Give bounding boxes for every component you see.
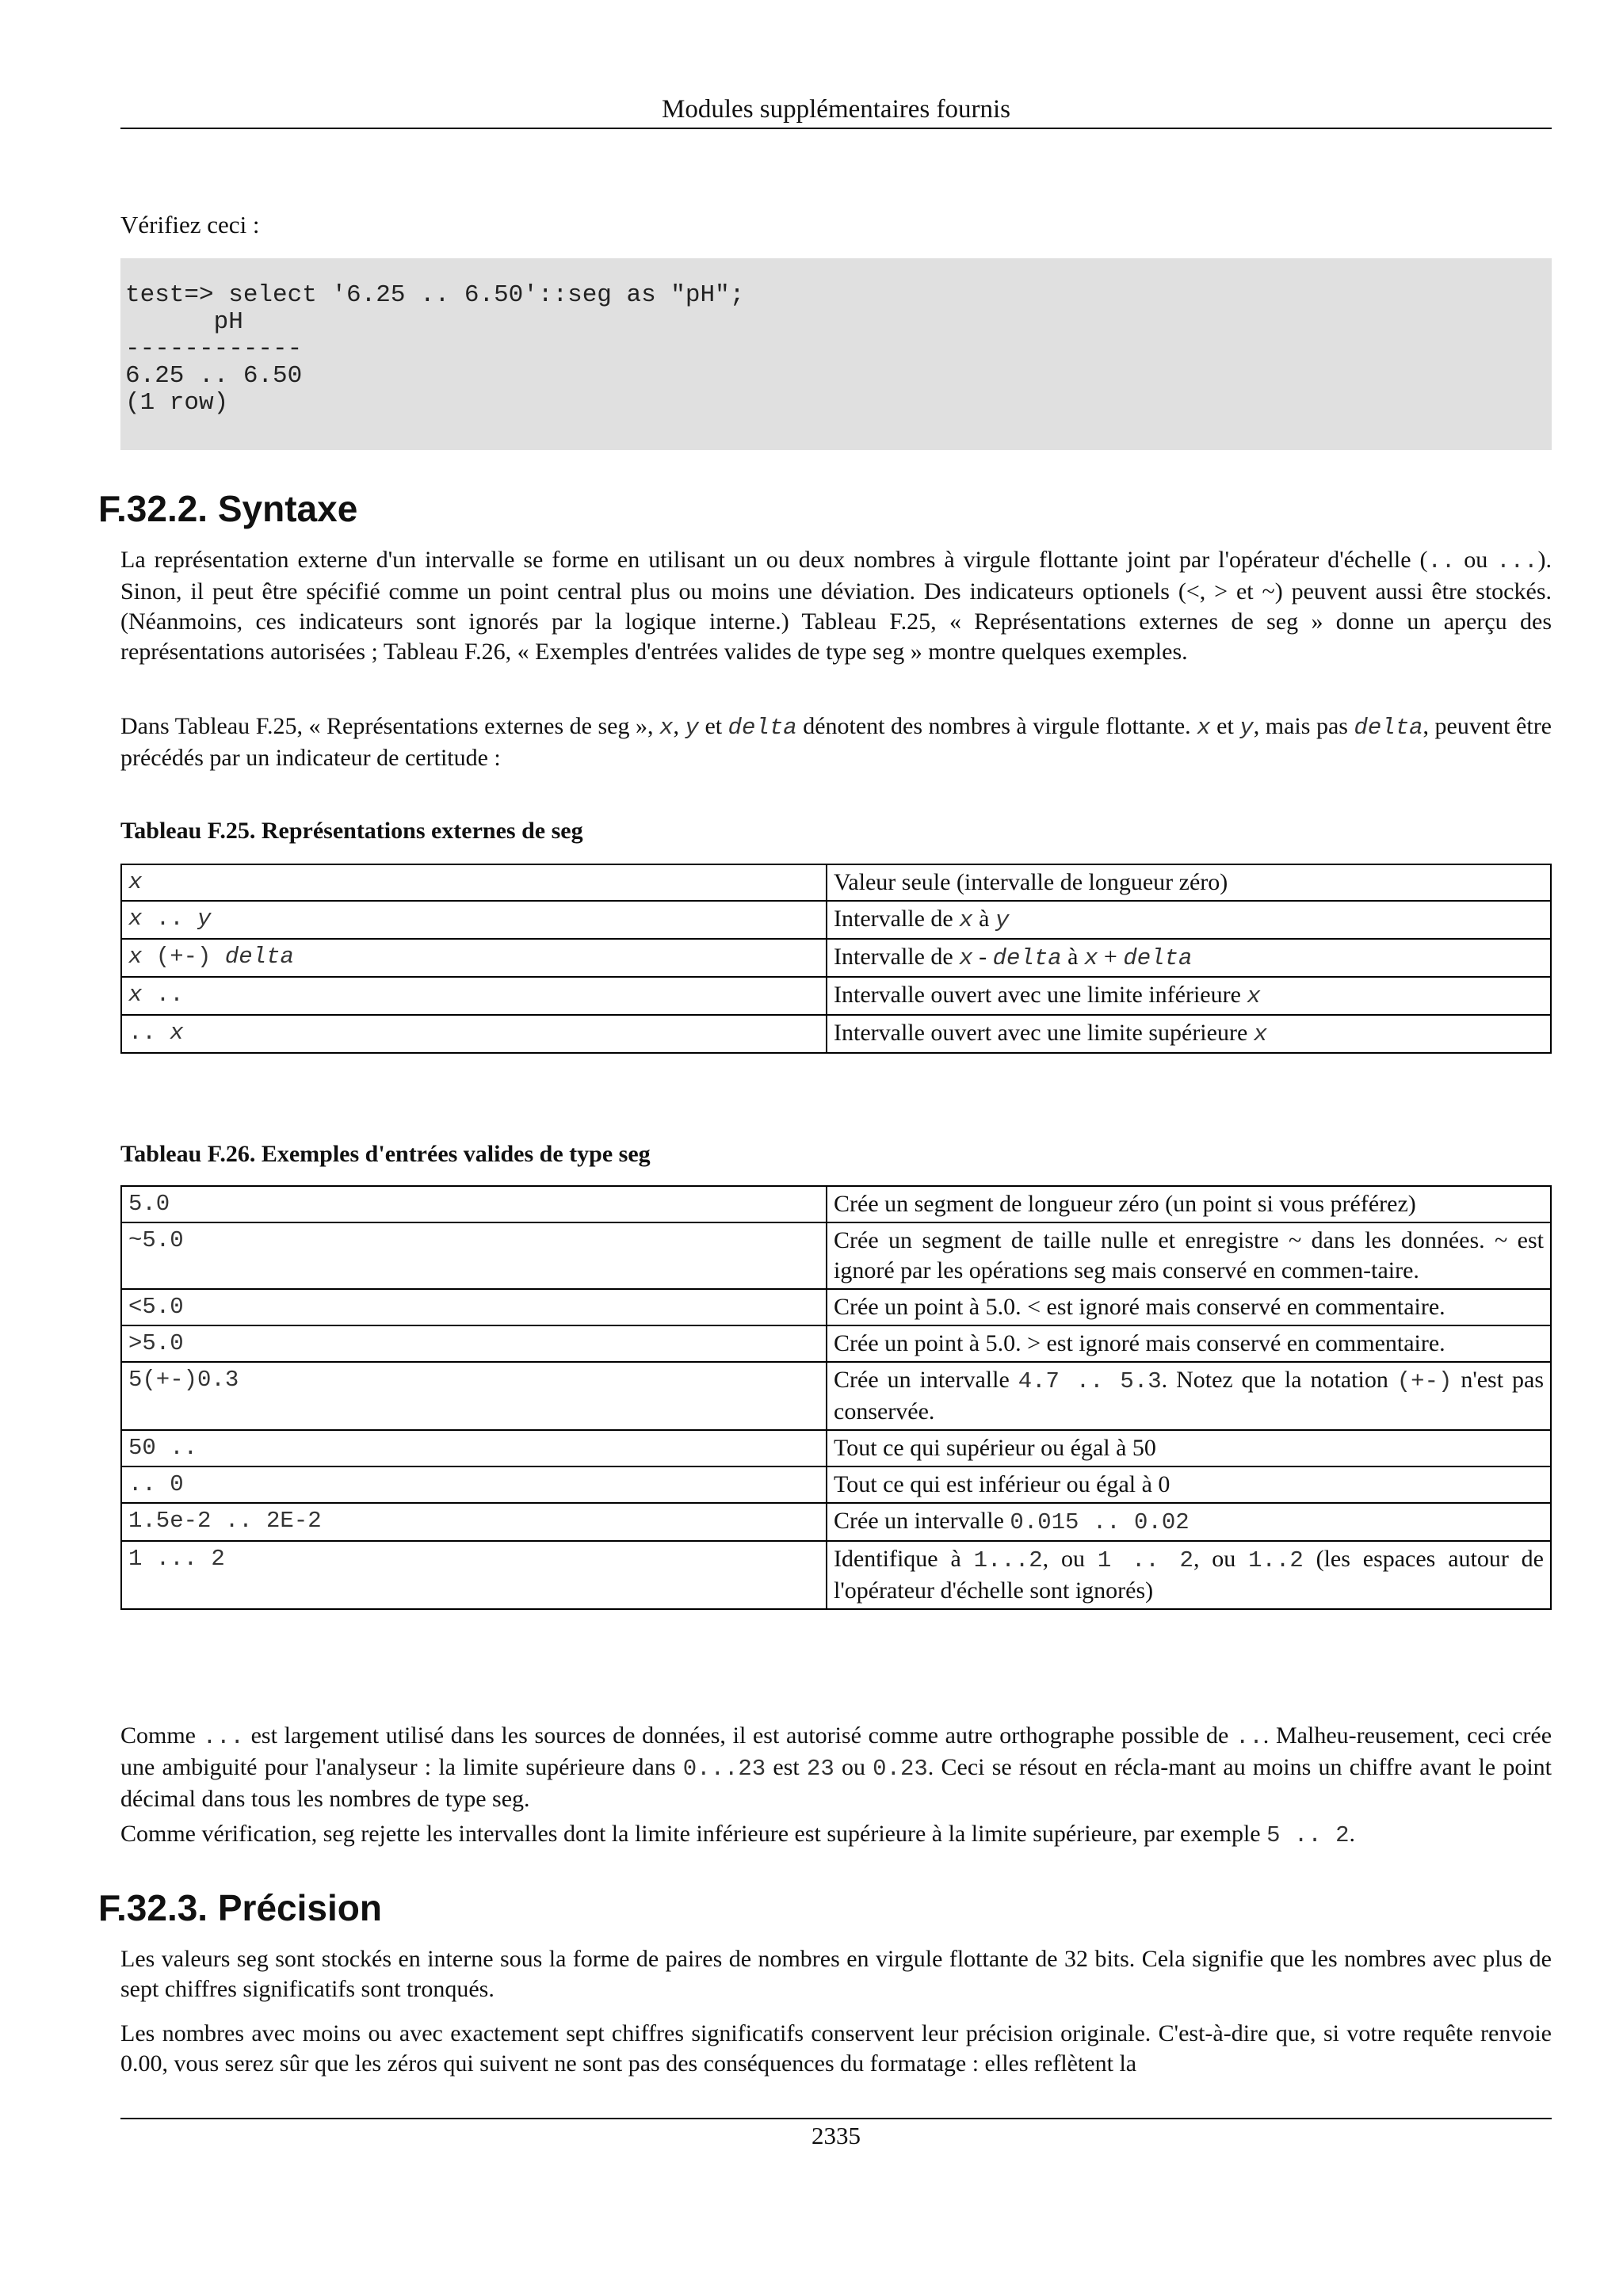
text-run: + (1098, 944, 1124, 970)
text-run: . Notez que la notation (1161, 1367, 1397, 1393)
text-run: Intervalle de (834, 944, 960, 970)
inline-code: y (995, 907, 1010, 933)
text-run: x (128, 944, 143, 970)
text-run: Tout ce qui supérieur ou égal à 50 (834, 1435, 1156, 1461)
text-run: à (1061, 944, 1084, 970)
text-run: Intervalle ouvert avec une limite supérieure (834, 1020, 1254, 1046)
table-cell-description (827, 1186, 1551, 1222)
table-row (121, 977, 1551, 1015)
text-run: , mais pas (1253, 713, 1354, 739)
code-line: ------------ (125, 335, 303, 363)
text-run: et (1210, 713, 1240, 739)
inline-code: x (659, 715, 674, 741)
code-lines (125, 282, 1547, 417)
table-cell-input: 5(+-)0.3 (121, 1362, 827, 1430)
table-cell-syntax (121, 939, 827, 977)
text-run: - (972, 944, 993, 970)
code-line: 6.25 .. 6.50 (125, 362, 303, 390)
table-cell-description (827, 901, 1551, 939)
verification-paragraph (120, 1819, 1552, 1851)
table-cell-description (827, 939, 1551, 977)
text-run: Identifique à (834, 1546, 974, 1572)
text-run: .. (142, 906, 198, 932)
inline-code: 1 .. 2 (1097, 1547, 1193, 1573)
table-cell-input: 5.0 (121, 1186, 827, 1222)
text-run: Intervalle de (834, 906, 960, 932)
inline-code: delta (992, 945, 1062, 971)
inline-code: ... (202, 1724, 244, 1750)
text-run: La représentation externe d'un intervalle se forme en utilisant un ou deux nombres à virgule flottante joint par l'opérateur d'échelle ( (120, 547, 1428, 573)
ambiguity-paragraph (120, 1721, 1552, 1814)
text-run: Valeur seule (intervalle de longueur zéro) (834, 869, 1228, 895)
text-run: Crée un segment de taille nulle et enregistre ~ dans les données. ~ est ignoré par les opérations seg mais conservé en commen-taire. (834, 1227, 1544, 1283)
table-row (121, 1186, 1551, 1222)
table-cell-description (827, 1541, 1551, 1609)
inline-code: y (1239, 715, 1254, 741)
text-run: Crée un segment de longueur zéro (un point si vous préférez) (834, 1191, 1416, 1217)
code-example (120, 258, 1552, 450)
inline-code: delta (1354, 715, 1423, 741)
text-run: est (766, 1754, 807, 1780)
table-row (121, 1503, 1551, 1541)
text-run: .. (128, 1020, 170, 1046)
inline-code: x (1084, 945, 1098, 971)
table-cell-description (827, 864, 1551, 901)
table-cell-input: 1.5e-2 .. 2E-2 (121, 1503, 827, 1541)
table-cell-description (827, 1325, 1551, 1362)
syntax-paragraph-2 (120, 711, 1552, 773)
inline-code: x (1247, 983, 1261, 1009)
table-f25 (120, 864, 1552, 1054)
text-run: . Ceci se résout en récla-mant au moins un chiffre avant le point décimal dans tous les nombres de type seg. (120, 1754, 1552, 1812)
text-run: Crée un intervalle (834, 1508, 1010, 1534)
section-title-syntax: F.32.2. Syntaxe (98, 488, 358, 529)
table-cell-syntax (121, 977, 827, 1015)
text-run: . Malheu-reusement, ceci crée une ambiguité pour l'analyseur : la limite supérieure dans (120, 1722, 1552, 1780)
running-header: Modules supplémentaires fournis (662, 95, 1010, 124)
table-row (121, 1430, 1551, 1466)
text-run: Crée un point à 5.0. < est ignoré mais conservé en commentaire. (834, 1294, 1445, 1320)
table-cell-input: 50 .. (121, 1430, 827, 1466)
table-cell-description (827, 1430, 1551, 1466)
inline-code: 0.23 (873, 1756, 928, 1782)
table-cell-description (827, 1222, 1551, 1289)
inline-code: delta (1123, 945, 1193, 971)
text-run: est largement utilisé dans les sources de données, il est autorisé comme autre orthographe possible de (243, 1722, 1235, 1749)
table-cell-input: <5.0 (121, 1289, 827, 1325)
table-f26 (120, 1185, 1552, 1610)
code-line: pH (125, 308, 243, 336)
inline-code: delta (727, 715, 797, 741)
inline-code: .. (1427, 548, 1456, 574)
inline-code: 1...2 (973, 1547, 1043, 1573)
table-cell-input: 1 ... 2 (121, 1541, 827, 1609)
table-cell-syntax (121, 1015, 827, 1053)
text-run: . (1349, 1821, 1356, 1847)
text-run: à (972, 906, 995, 932)
table-cell-input: .. 0 (121, 1466, 827, 1503)
table-cell-description (827, 977, 1551, 1015)
inline-code: 4.7 .. 5.3 (1018, 1368, 1162, 1394)
inline-code: x (959, 945, 973, 971)
text-run: Comme vérification, seg rejette les intervalles dont la limite inférieure est supérieure à la limite supérieure, par exemple (120, 1821, 1267, 1847)
table-row (121, 1466, 1551, 1503)
text-run: x (170, 1020, 184, 1046)
inline-code: 23 (806, 1756, 834, 1782)
text-run: , (673, 713, 685, 739)
table-cell-input: >5.0 (121, 1325, 827, 1362)
precision-paragraph-1: Les valeurs seg sont stockés en interne sous la forme de paires de nombres en virgule flottante de 32 bits. Cela signifie que les nombres avec plus de sept chiffres significatifs sont tronqués. (120, 1946, 1552, 2002)
text-run: x (128, 982, 143, 1008)
text-run: , peuvent être précédés par un indicateur de certitude : (120, 713, 1552, 771)
table-cell-description (827, 1503, 1551, 1541)
text-run: et (698, 713, 728, 739)
page-number: 2335 (812, 2122, 861, 2149)
inline-code: 5 .. 2 (1266, 1822, 1350, 1848)
table-cell-input: ~5.0 (121, 1222, 827, 1289)
table-cell-description (827, 1289, 1551, 1325)
inline-code: x (1197, 715, 1211, 741)
header-rule (120, 128, 1552, 129)
text-run: Comme (120, 1722, 203, 1749)
table-caption-f26: Tableau F.26. Exemples d'entrées valides de type seg (120, 1141, 651, 1167)
table-row (121, 939, 1551, 977)
table-row (121, 1541, 1551, 1609)
text-run: ). Sinon, il peut être spécifié comme un point central plus ou moins une déviation. Des indicateurs optionels (<, > et ~) peuvent aussi être stockés. (Néanmoins, ces indicateurs sont ignorés par la logique interne.) Tableau F.25, « Représentations externes de seg » donne un aperçu des représentations autorisées ; Tableau F.26, « Exemples d'entrées valides de type seg » montre quelques exemples. (120, 547, 1552, 665)
section-title-precision: F.32.3. Précision (98, 1887, 382, 1928)
text-run: n'est pas conservée. (834, 1367, 1544, 1425)
table-row (121, 901, 1551, 939)
table-row (121, 1325, 1551, 1362)
text-run: delta (224, 944, 294, 970)
table-row (121, 1222, 1551, 1289)
table-row (121, 1289, 1551, 1325)
inline-code: ... (1496, 548, 1538, 574)
text-run: Tout ce qui est inférieur ou égal à 0 (834, 1471, 1170, 1497)
table-caption-f25: Tableau F.25. Représentations externes de seg (120, 818, 583, 844)
text-run: Intervalle ouvert avec une limite inférieure (834, 982, 1247, 1008)
inline-code: .. (1235, 1724, 1263, 1750)
table-cell-syntax (121, 864, 827, 901)
table-row (121, 1015, 1551, 1053)
table-cell-description (827, 1466, 1551, 1503)
text-run: Crée un point à 5.0. > est ignoré mais conservé en commentaire. (834, 1330, 1445, 1356)
text-run: ou (834, 1754, 873, 1780)
table-cell-description (827, 1015, 1551, 1053)
text-run: y (197, 906, 212, 932)
text-run: x (128, 869, 143, 895)
inline-code: x (959, 907, 973, 933)
inline-code: x (1253, 1021, 1268, 1047)
inline-code: 1..2 (1248, 1547, 1304, 1573)
table-cell-syntax (121, 901, 827, 939)
text-run: Crée un intervalle (834, 1367, 1018, 1393)
text-run: dénotent des nombres à virgule flottante. (796, 713, 1197, 739)
inline-code: y (685, 715, 699, 741)
table-cell-description (827, 1362, 1551, 1430)
precision-paragraph-2: Les nombres avec moins ou avec exactement sept chiffres significatifs conservent leur précision originale. C'est-à-dire que, si votre requête renvoie 0.00, vous serez sûr que les zéros qui suivent ne sont pas des conséquences du formatage : elles reflètent la (120, 2020, 1552, 2077)
inline-code: 0...23 (682, 1756, 766, 1782)
syntax-paragraph-1 (120, 545, 1552, 667)
code-line: test=> select '6.25 .. 6.50'::seg as "pH"; (125, 281, 745, 309)
text-run: ou (1455, 547, 1497, 573)
text-run: x (128, 906, 143, 932)
code-line: (1 row) (125, 389, 229, 417)
text-run: (+-) (142, 944, 225, 970)
text-run: Dans Tableau F.25, « Représentations externes de seg », (120, 713, 660, 739)
intro-text: Vérifiez ceci : (120, 211, 260, 238)
text-run: (les espaces autour de l'opérateur d'échelle sont ignorés) (834, 1546, 1545, 1604)
text-run: .. (142, 982, 184, 1008)
inline-code: 0.015 .. 0.02 (1010, 1509, 1190, 1535)
table-row (121, 864, 1551, 901)
text-run: , ou (1042, 1546, 1098, 1572)
inline-code: (+-) (1396, 1368, 1453, 1394)
table-row (121, 1362, 1551, 1430)
text-run: , ou (1193, 1546, 1249, 1572)
footer-rule (120, 2118, 1552, 2119)
